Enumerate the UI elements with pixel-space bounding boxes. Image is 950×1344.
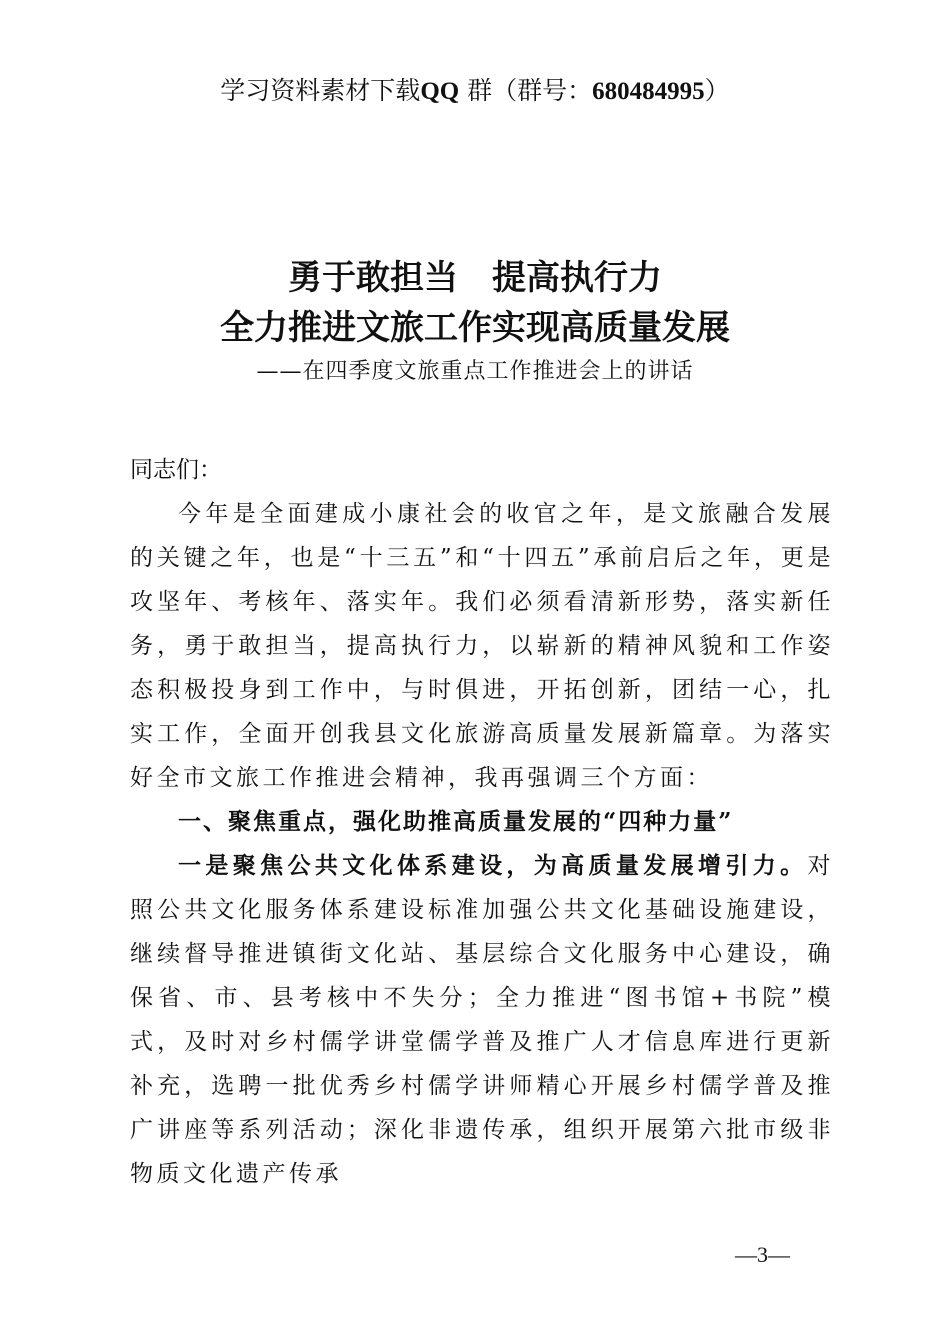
header-text-middle: 群（群号： <box>459 76 593 105</box>
header-text-prefix: 学习资料素材下载 <box>220 76 421 105</box>
paragraph-2 <box>130 844 834 1196</box>
title-line-1 <box>0 254 950 302</box>
subtitle: ——在四季度文旅重点工作推进会上的讲话 <box>256 359 694 384</box>
title-line-1-part-1: 勇于敢担当 <box>288 258 458 298</box>
paragraph-2-lead: 一是聚焦公共文化体系建设，为高质量发展增引力。 <box>178 852 808 879</box>
header-qq: QQ <box>420 78 460 105</box>
header-text-suffix: ） <box>704 76 730 105</box>
page-number: —3— <box>735 1242 790 1267</box>
header-contact-line <box>0 74 950 109</box>
paragraph-1: 今年是全面建成小康社会的收官之年，是文旅融合发展的关键之年，也是“十三五”和“十四五”承前启后之年，更是攻坚年、考核年、落实年。我们必须看清新形势，落实新任务，勇于敢担当，提高执行力，以崭新的精神风貌和工作姿态积极投身到工作中，与时俱进，开拓创新，团结一心，扎实工作，全面开创我县文化旅游高质量发展新篇章。为落实好全市文旅工作推进会精神，我再强调三个方面： <box>130 501 834 791</box>
title-block <box>0 254 950 390</box>
document-body <box>130 448 834 1196</box>
title-line-2: 全力推进文旅工作实现高质量发展 <box>220 308 730 348</box>
header-group-number: 680484995 <box>592 78 705 105</box>
title-line-1-part-2: 提高执行力 <box>492 258 662 298</box>
salutation: 同志们： <box>130 457 222 483</box>
paragraph-2-rest: 对照公共文化服务体系建设标准加强公共文化基础设施建设，继续督导推进镇街文化站、基层综合文化服务中心建设，确保省、市、县考核中不失分；全力推进“图书馆+书院”模式，及时对乡村儒学讲堂儒学普及推广人才信息库进行更新补充，选聘一批优秀乡村儒学讲师精心开展乡村儒学普及推广讲座等系列活动；深化非遗传承，组织开展第六批市级非物质文化遗产传承 <box>130 853 834 1187</box>
section-1-heading: 一、聚焦重点，强化助推高质量发展的“四种力量” <box>178 808 734 835</box>
